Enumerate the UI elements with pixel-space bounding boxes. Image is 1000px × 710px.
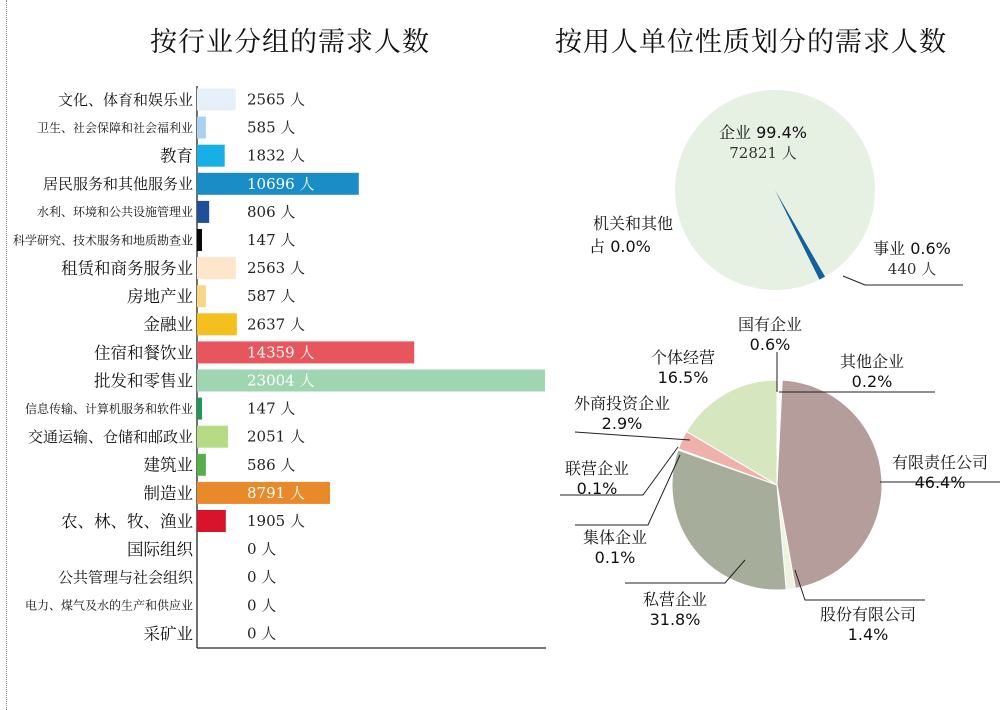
pie2-slice-percent: 46.4% [914, 473, 966, 492]
bar-value-label: 2563 人 [247, 259, 305, 278]
bar-value-label: 8791 人 [247, 483, 305, 502]
pie2-slice-percent: 1.4% [847, 625, 889, 644]
pie2-slice-percent: 0.6% [749, 335, 791, 354]
bar-category-label: 住宿和餐饮业 [94, 343, 193, 363]
bar-value-label: 0 人 [247, 596, 277, 615]
pie2-slice-percent: 16.5% [657, 368, 709, 387]
bar-category-label: 农、林、牧、渔业 [61, 511, 193, 531]
bar-value-label: 2637 人 [247, 315, 305, 334]
bar-value-label: 147 人 [247, 399, 296, 418]
bar [197, 257, 236, 279]
pie2-slice-label: 私营企业 [642, 590, 708, 609]
bar-category-label: 文化、体育和娱乐业 [57, 90, 193, 109]
pie2-slice-percent: 0.2% [851, 372, 893, 391]
bar-value-label: 23004 人 [247, 371, 315, 390]
pie1-count-enterprise: 72821 人 [729, 144, 797, 162]
bar-category-label: 教育 [160, 146, 193, 166]
bar [197, 313, 237, 335]
bar-value-label: 1832 人 [247, 146, 305, 165]
bar-value-label: 585 人 [247, 118, 296, 137]
bar-value-label: 0 人 [247, 540, 277, 559]
bar-value-label: 806 人 [247, 202, 296, 221]
bar [197, 426, 228, 448]
pie2-slice-percent: 31.8% [649, 610, 701, 629]
bar-value-label: 0 人 [247, 568, 277, 587]
pie2-slice-label: 股份有限公司 [819, 605, 917, 624]
pie-slice [777, 380, 882, 588]
pie2-slice-label: 个体经营 [650, 348, 716, 367]
bar [197, 89, 236, 111]
pie1-label-institution: 事业 0.6% [873, 239, 951, 258]
pie2-slice-label: 联营企业 [564, 459, 630, 478]
bar [197, 117, 206, 139]
bar-value-label: 14359 人 [247, 343, 315, 362]
bar [197, 285, 206, 307]
pie1-label-government: 机关和其他 [592, 214, 674, 233]
pie2-slice-label: 有限责任公司 [891, 453, 989, 472]
bar-category-label: 公共管理与社会组织 [57, 568, 193, 587]
bar-value-label: 0 人 [247, 624, 277, 643]
bar-category-label: 国际组织 [127, 540, 193, 560]
bar-category-label: 电力、煤气及水的生产和供应业 [24, 598, 193, 613]
bar [197, 145, 225, 167]
pie2-slice-label: 其他企业 [839, 352, 905, 371]
bar-category-label: 制造业 [143, 483, 193, 503]
ownership-pie [560, 315, 1000, 644]
bar [197, 454, 206, 476]
bar [197, 398, 202, 420]
bar-category-label: 房地产业 [127, 287, 193, 307]
bar-category-label: 租赁和商务服务业 [61, 259, 193, 279]
bar-value-label: 147 人 [247, 231, 296, 249]
bar-category-label: 卫生、社会保障和社会福利业 [36, 120, 193, 135]
pie2-leader-line [575, 432, 690, 440]
bar-category-label: 居民服务和其他服务业 [42, 175, 193, 194]
bar-category-label: 建筑业 [143, 455, 193, 475]
bar-category-label: 信息传输、计算机服务和软件业 [24, 401, 193, 416]
bar-category-label: 金融业 [143, 315, 193, 335]
bar-value-label: 2565 人 [247, 90, 305, 109]
employer-chart-title: 按用人单位性质划分的需求人数 [555, 27, 947, 58]
bar [197, 229, 202, 251]
pie-slice-enterprise [675, 90, 875, 290]
bar-category-label: 交通运输、仓储和邮政业 [27, 428, 193, 447]
bar-value-label: 586 人 [247, 455, 296, 474]
employer-type-pie [589, 90, 963, 290]
industry-bar-chart [13, 86, 546, 648]
bar-value-label: 1905 人 [247, 512, 305, 530]
industry-chart-title: 按行业分组的需求人数 [150, 27, 430, 58]
bar [197, 510, 226, 532]
pie2-slice-label: 外商投资企业 [573, 394, 671, 413]
bar-category-label: 采矿业 [143, 624, 193, 644]
bar-category-label: 水利、环境和公共设施管理业 [36, 205, 193, 220]
pie1-percent-government: 占 0.0% [589, 237, 651, 256]
bar-value-label: 587 人 [247, 287, 296, 306]
bar [197, 201, 209, 223]
pie1-count-institution: 440 人 [887, 260, 937, 278]
bar-category-label: 批发和零售业 [94, 371, 193, 391]
pie2-slice-percent: 0.1% [576, 479, 618, 498]
bar-value-label: 10696 人 [247, 174, 315, 193]
pie1-leader-line [843, 276, 865, 285]
bar-value-label: 2051 人 [247, 427, 305, 446]
pie2-slice-label: 国有企业 [737, 315, 803, 334]
pie1-label-enterprise: 企业 99.4% [719, 123, 807, 142]
pie2-slice-label: 集体企业 [582, 528, 648, 547]
bar-category-label: 科学研究、技术服务和地质勘查业 [12, 233, 193, 248]
pie2-slice-percent: 2.9% [601, 414, 643, 433]
pie2-slice-percent: 0.1% [594, 548, 636, 567]
